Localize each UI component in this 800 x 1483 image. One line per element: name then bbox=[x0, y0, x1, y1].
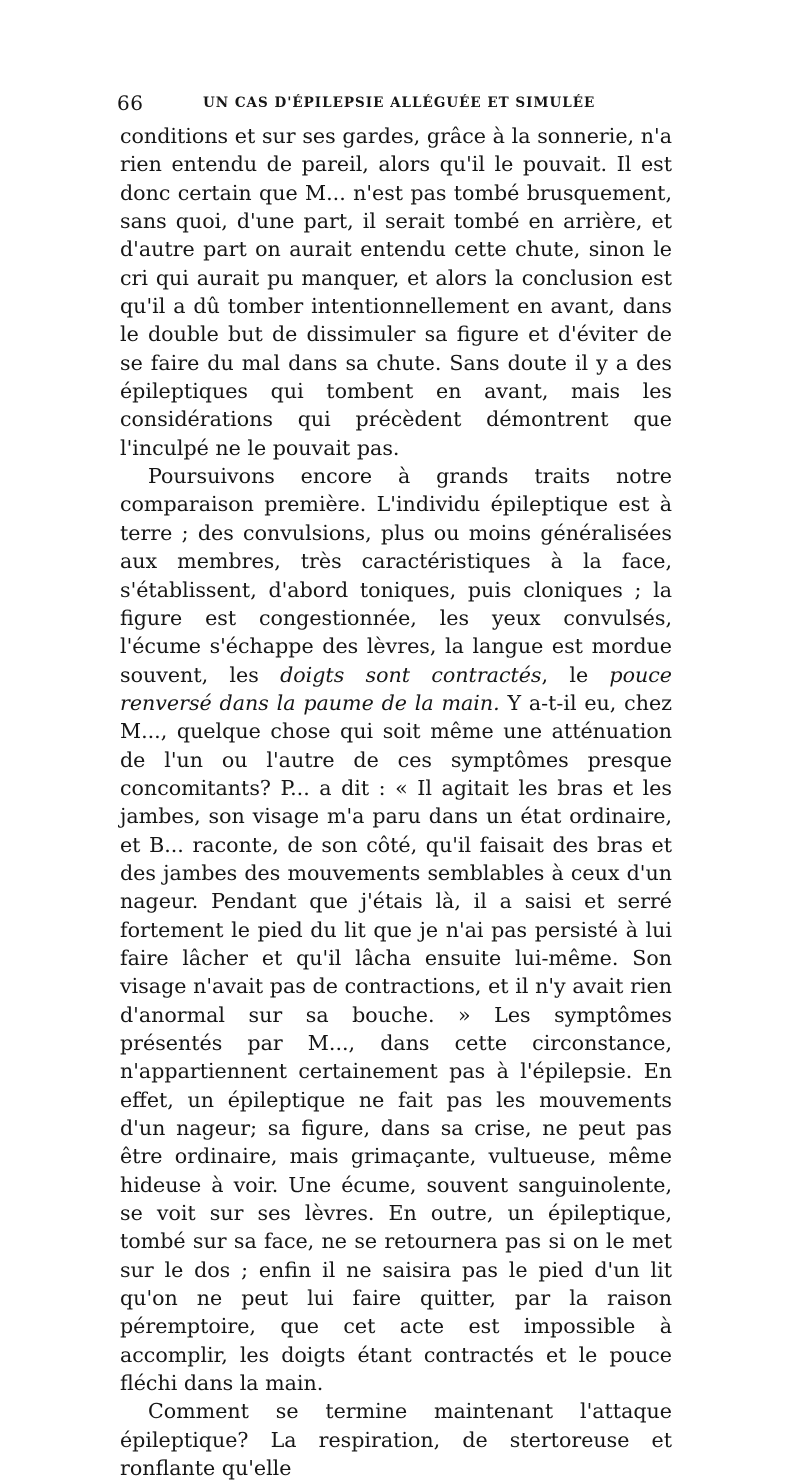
running-title: UN CAS D'ÉPILEPSIE ALLÉGUÉE ET SIMULÉE bbox=[203, 95, 596, 111]
paragraph-1 bbox=[120, 122, 672, 462]
paragraph-3 bbox=[120, 1397, 672, 1482]
paragraph-3-text: Comment se termine maintenant l'attaque épileptique? La respiration, de stertoreuse et ronflante qu'elle bbox=[120, 1399, 672, 1481]
italic-doigts-contractes: doigts sont contractés bbox=[280, 662, 542, 687]
page-number: 66 bbox=[117, 91, 144, 115]
paragraph-2-text-c: Y a-t-il eu, chez M..., quelque chose qui soit même une atténuation de l'un ou l'autre de ces symptômes presque concomitants? P... a dit : « Il agitait les bras et les jambes, son visage m'a paru dans un état ordinaire, et B... raconte, de son côté, qu'il faisait des bras et des jambes des mouvements semblables à ceux d'un nageur. Pendant que j'étais là, il a saisi et serré fortement le pied du lit que je n'ai pas persisté à lui faire lâcher et qu'il lâcha ensuite lui-même. Son visage n'avait pas de contractions, et il n'y avait rien d'anormal sur sa bouche. » Les symptômes présentés par M..., dans cette circonstance, n'appartiennent certainement pas à l'épilepsie. En effet, un épileptique ne fait pas les mouvements d'un nageur; sa figure, dans sa crise, ne peut pas être ordinaire, mais grimaçante, vultueuse, même hideuse à voir. Une écume, souvent sanguinolente, se voit sur ses lèvres. En outre, un épileptique, tombé sur sa face, ne se retournera pas si on le met sur le dos ; enfin il ne saisira pas le pied d'un lit qu'on ne peut lui faire quitter, par la raison péremptoire, que cet acte est impossible à accomplir, les doigts étant contractés et le pouce fléchi dans la main. bbox=[120, 690, 672, 1396]
paragraph-2 bbox=[120, 462, 672, 1397]
italic-pouce-renverse: pouce renversé dans la paume de la main. bbox=[120, 662, 672, 715]
paragraph-2-text-a: Poursuivons encore à grands traits notre comparaison première. L'individu épileptique est à terre ; des convulsions, plus ou moins généralisées aux membres, très caractéristiques à la face, s'établissent, d'abord toniques, puis cloniques ; la figure est congestionnée, les yeux convulsés, l'écume s'échappe des lèvres, la langue est mordue souvent, les bbox=[120, 464, 672, 687]
paragraph-2-text-b: , le bbox=[541, 662, 610, 687]
body-text bbox=[120, 122, 672, 1483]
running-header bbox=[117, 89, 677, 117]
paragraph-1-text: conditions et sur ses gardes, grâce à la sonnerie, n'a rien entendu de pareil, alors qu'il le pouvait. Il est donc certain que M... n'est pas tombé brusquement, sans quoi, d'une part, il serait tombé en arrière, et d'autre part on aurait entendu cette chute, sinon le cri qui aurait pu manquer, et alors la conclusion est qu'il a dû tomber intentionnellement en avant, dans le double but de dissimuler sa figure et d'éviter de se faire du mal dans sa chute. Sans doute il y a des épileptiques qui tombent en avant, mais les considérations qui précèdent démontrent que l'inculpé ne le pouvait pas. bbox=[120, 124, 672, 460]
